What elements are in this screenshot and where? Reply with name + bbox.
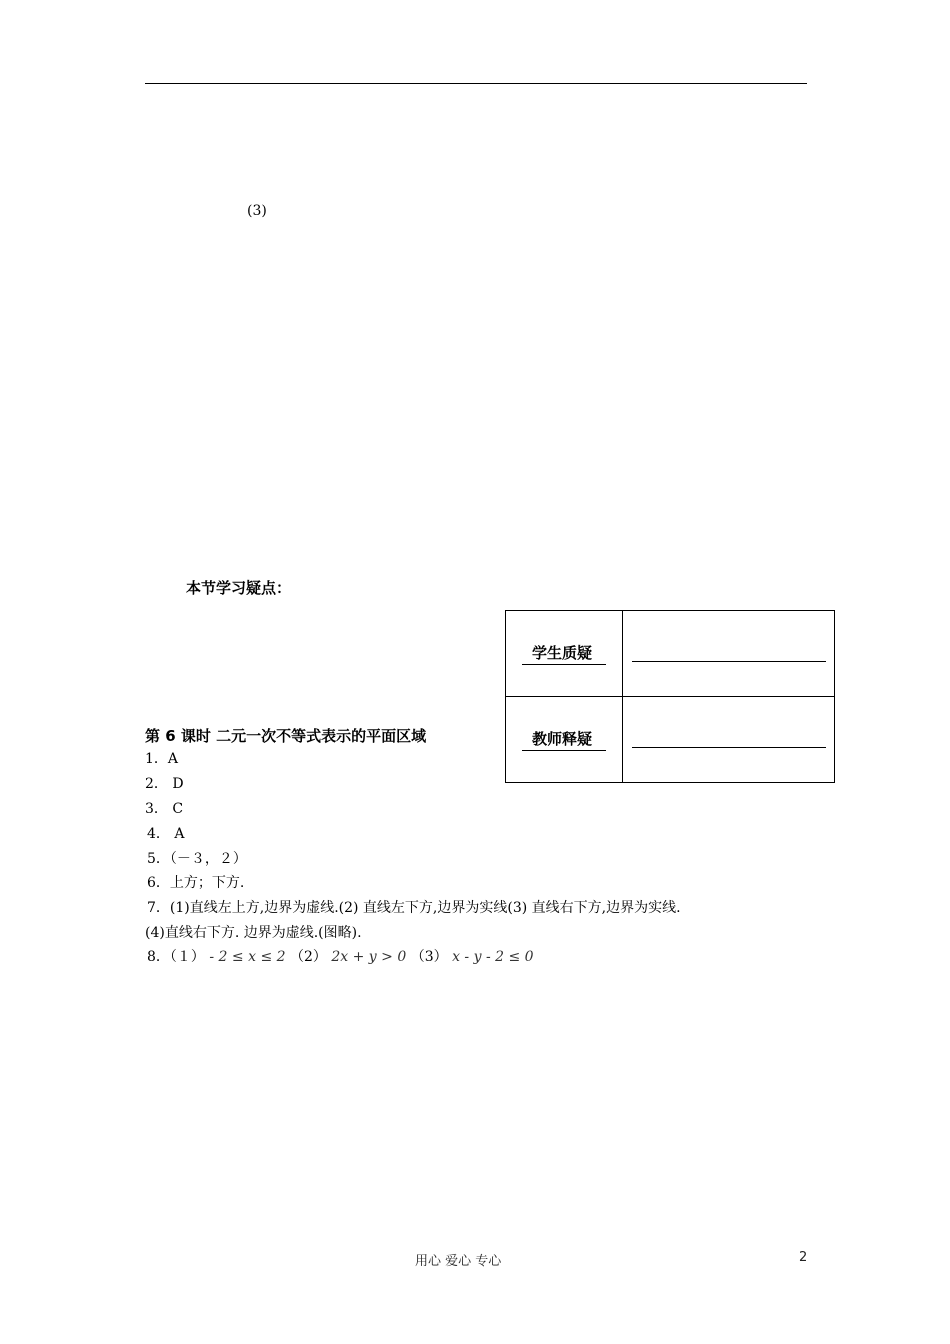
answer-line-8 <box>147 948 534 966</box>
header-rule <box>145 83 807 84</box>
doubts-row-teacher <box>506 697 835 783</box>
answer-line: 6．上方；下方. <box>147 875 245 891</box>
answer-line: 4． A <box>147 826 185 842</box>
answer-line: 7．(1)直线左上方,边界为虚线.(2) 直线左下方,边界为实线(3) 直线右下方,边界为实线. <box>147 900 681 916</box>
student-doubt-label: 学生质疑 <box>522 642 606 665</box>
teacher-doubt-blank-line <box>632 747 826 748</box>
answer-line: 1．A <box>145 751 179 767</box>
answer-line: (4)直线右下方. 边界为虚线.(图略). <box>145 925 362 941</box>
footer-motto: 用心 爱心 专心 <box>415 1254 502 1269</box>
doubts-label-cell <box>506 697 623 783</box>
answer-line: 5．（－３，２） <box>147 851 247 867</box>
student-doubt-blank-line <box>632 661 826 662</box>
teacher-doubt-label: 教师释疑 <box>522 728 606 751</box>
answer-8-math-1: - 2 ≤ x ≤ 2 <box>209 949 286 965</box>
fragment-label: (3) <box>247 203 267 219</box>
answer-line: 2． D <box>145 776 184 792</box>
section-title: 本节学习疑点： <box>186 579 292 597</box>
doubts-row-student <box>506 611 835 697</box>
answer-8-part-3: （3） <box>410 949 448 965</box>
doubts-table <box>505 610 835 783</box>
doubts-label-cell <box>506 611 623 697</box>
student-doubt-answer-cell[interactable] <box>623 611 835 697</box>
answer-line: 3． C <box>145 801 184 817</box>
lesson-title: 第 6 课时 二元一次不等式表示的平面区域 <box>145 727 427 745</box>
answer-8-part-2: （2） <box>289 949 327 965</box>
teacher-doubt-answer-cell[interactable] <box>623 697 835 783</box>
answer-8-math-3: x - y - 2 ≤ 0 <box>452 949 534 965</box>
answer-8-math-2: 2x + y > 0 <box>331 949 407 965</box>
answer-8-lead: 8．（１） <box>147 949 205 965</box>
page-number: 2 <box>799 1250 808 1265</box>
